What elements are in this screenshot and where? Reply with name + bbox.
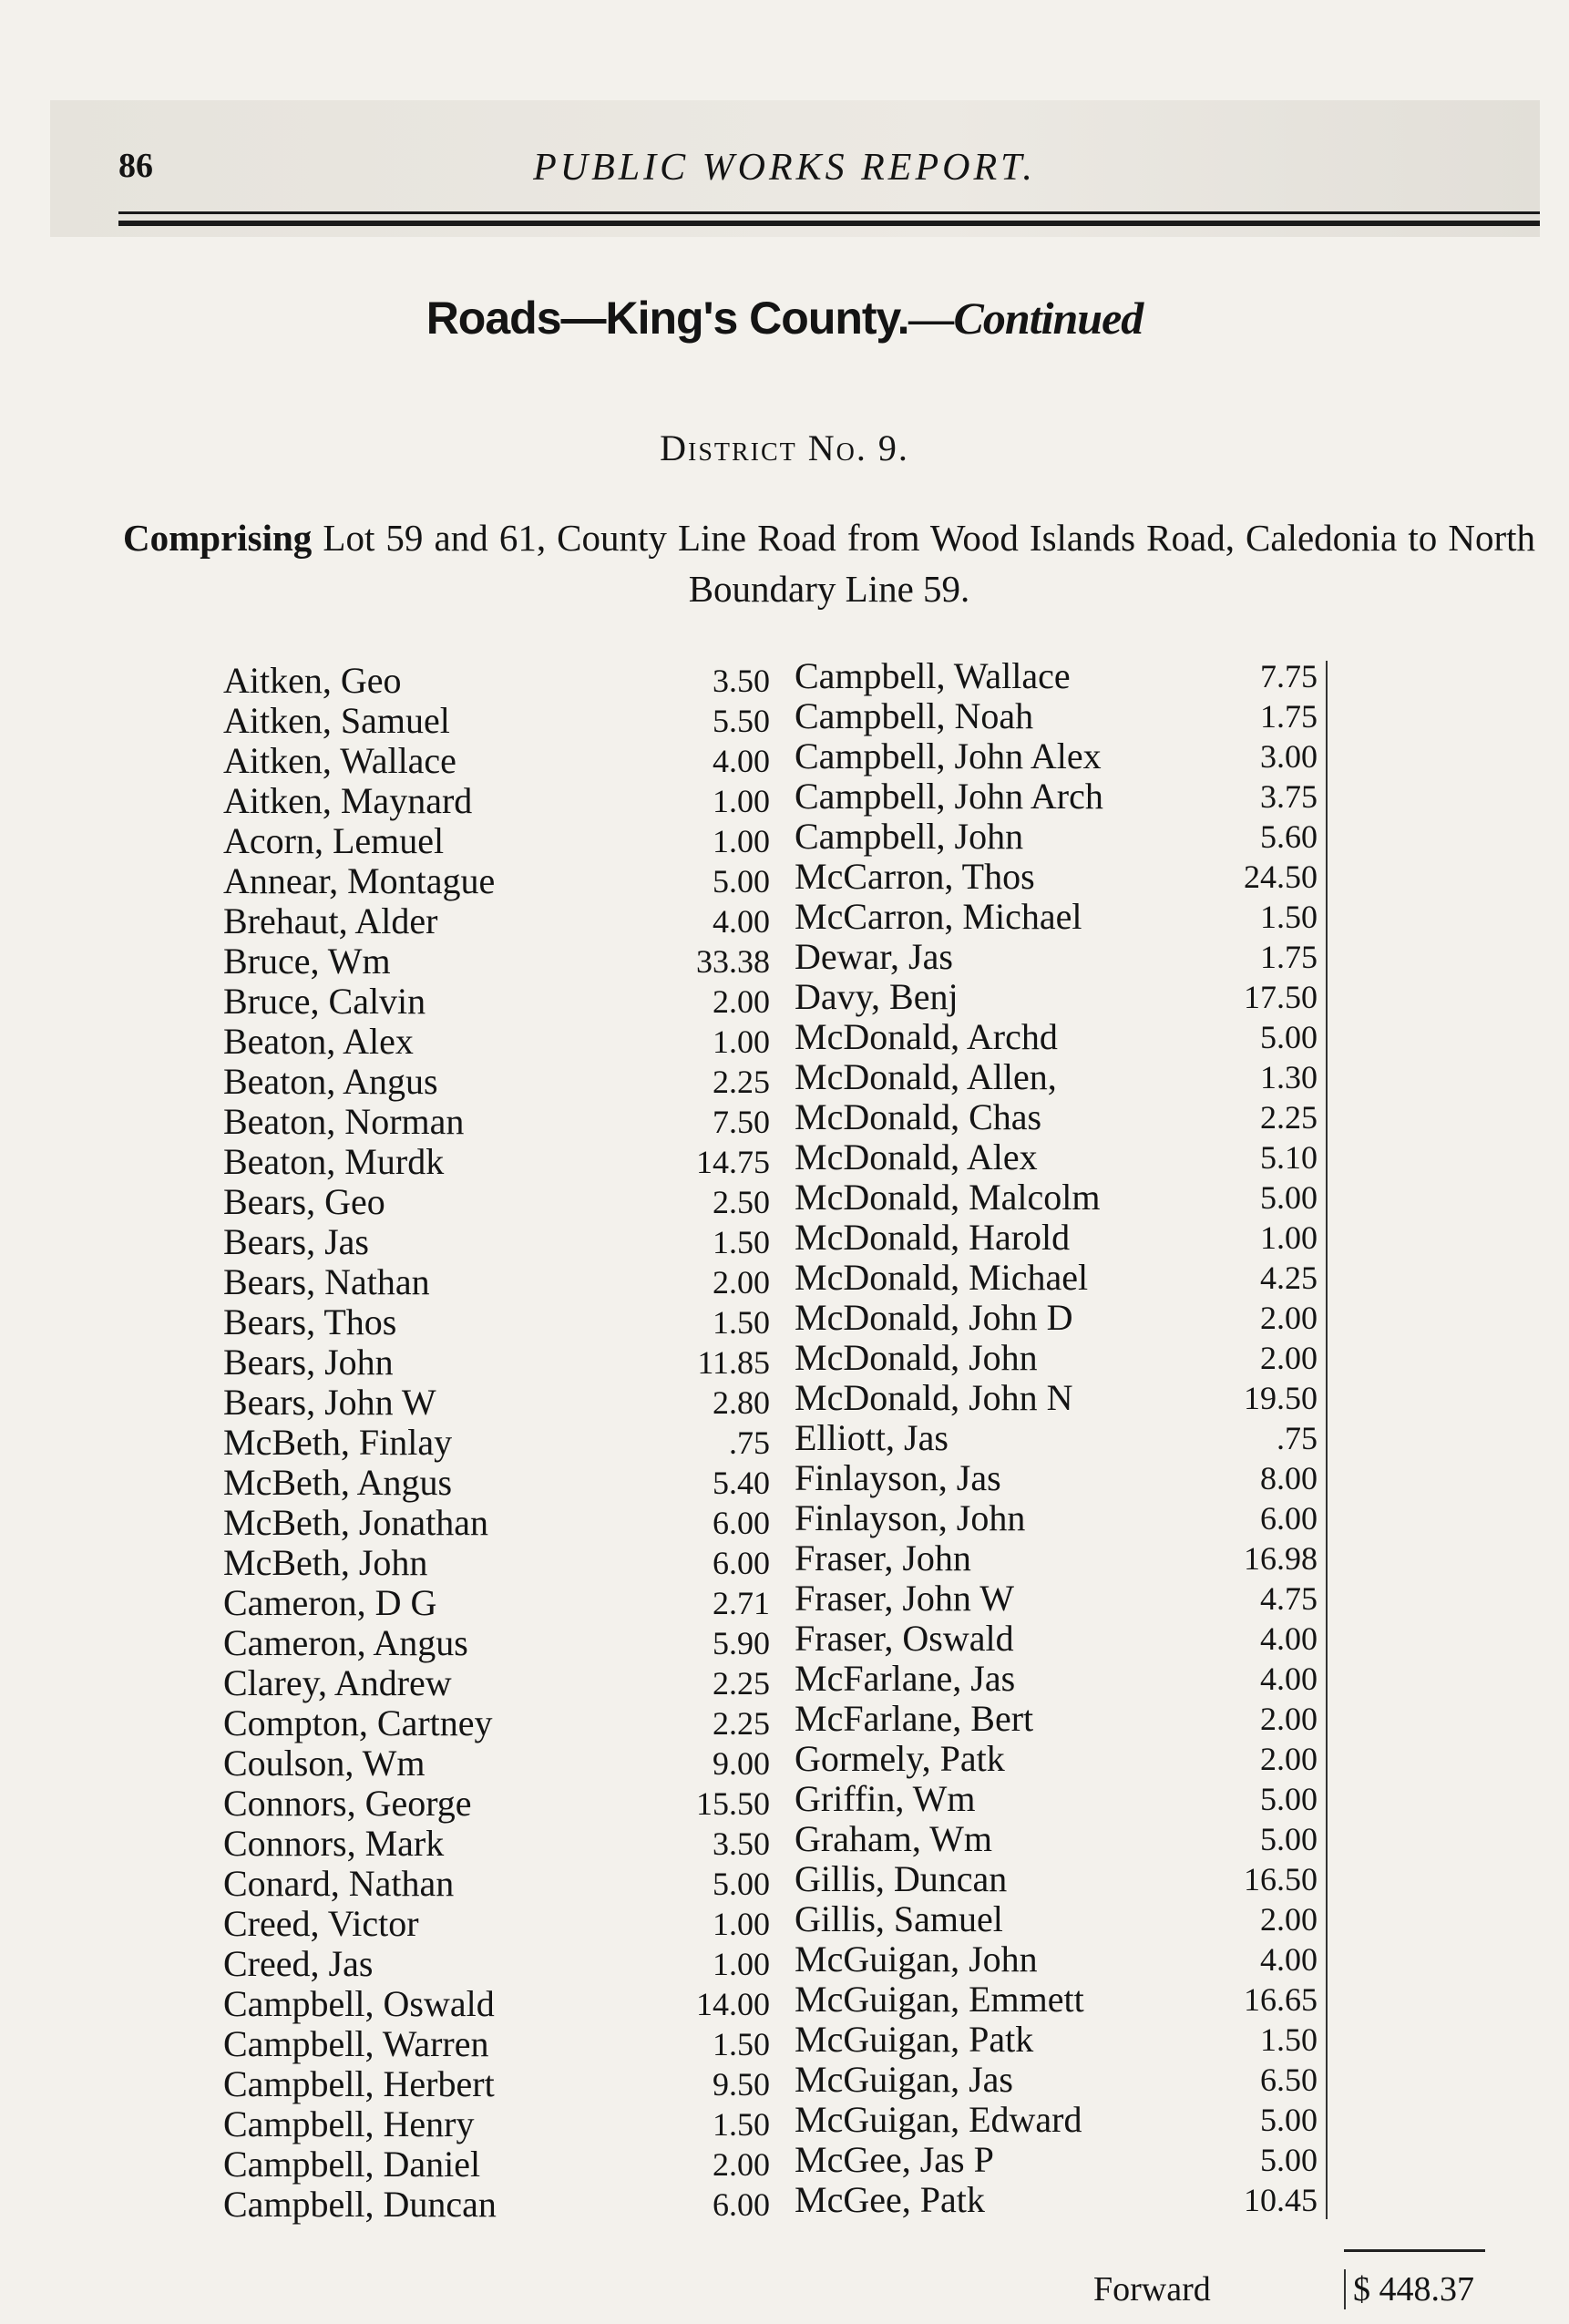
- list-item: [223, 1583, 770, 1623]
- list-item: [223, 982, 770, 1022]
- entry-name: Beaton, Norman: [223, 1101, 465, 1142]
- entry-name: Campbell, Oswald: [223, 1983, 495, 2024]
- total-rule: [1344, 2249, 1485, 2252]
- list-item: [223, 1262, 770, 1302]
- list-item: [795, 1057, 1323, 1097]
- entry-name: Bears, Nathan: [223, 1261, 430, 1302]
- entry-amount: 5.50: [713, 703, 770, 739]
- entry-name: Gillis, Samuel: [795, 1898, 1003, 1939]
- entry-amount: 8.00: [1260, 1460, 1318, 1496]
- entry-amount: 11.85: [697, 1344, 770, 1381]
- entry-name: McGuigan, Patk: [795, 2019, 1034, 2060]
- list-item: [223, 1703, 770, 1743]
- entry-amount: 19.50: [1244, 1380, 1318, 1416]
- list-item: [795, 2140, 1323, 2180]
- list-item: [223, 1743, 770, 1784]
- entry-name: Connors, George: [223, 1783, 472, 1824]
- entry-name: McDonald, John: [795, 1337, 1038, 1378]
- list-item: [223, 1663, 770, 1703]
- entry-name: Cameron, Angus: [223, 1622, 468, 1663]
- list-item: [223, 2185, 770, 2225]
- entry-amount: 5.00: [1260, 1179, 1318, 1216]
- list-item: [223, 1342, 770, 1383]
- entry-amount: 1.00: [713, 1946, 770, 1982]
- entry-name: McCarron, Michael: [795, 896, 1082, 937]
- entry-name: Creed, Jas: [223, 1943, 374, 1984]
- entry-amount: 5.00: [1260, 2142, 1318, 2178]
- list-item: [223, 1142, 770, 1182]
- entry-amount: 1.50: [713, 1304, 770, 1341]
- list-item: [223, 661, 770, 701]
- entry-name: Bears, John: [223, 1342, 394, 1383]
- entry-amount: 1.00: [713, 783, 770, 819]
- list-item: [795, 1538, 1323, 1578]
- entry-amount: 10.45: [1244, 2182, 1318, 2218]
- list-item: [223, 2024, 770, 2064]
- entry-amount: 5.00: [1260, 2102, 1318, 2138]
- entry-amount: 2.25: [713, 1665, 770, 1702]
- entry-name: Coulson, Wm: [223, 1743, 426, 1784]
- entry-name: McCarron, Thos: [795, 856, 1035, 897]
- list-item: [795, 857, 1323, 897]
- entry-amount: 5.60: [1260, 818, 1318, 855]
- list-item: [795, 656, 1323, 696]
- list-item: [795, 1819, 1323, 1859]
- list-item: [223, 741, 770, 781]
- entry-amount: 1.00: [713, 1906, 770, 1942]
- entry-name: Finlayson, John: [795, 1497, 1026, 1538]
- entry-amount: 2.00: [1260, 1340, 1318, 1376]
- entry-name: Davy, Benj: [795, 976, 959, 1017]
- entry-amount: 4.00: [1260, 1661, 1318, 1697]
- list-item: [795, 817, 1323, 857]
- right-column-list: [795, 656, 1323, 2220]
- entry-amount: 3.75: [1260, 778, 1318, 815]
- header-rule: [118, 211, 1540, 226]
- entry-amount: 6.00: [713, 1505, 770, 1541]
- entry-name: McDonald, Malcolm: [795, 1177, 1101, 1218]
- list-item: [795, 1739, 1323, 1779]
- entry-name: Acorn, Lemuel: [223, 820, 445, 861]
- list-item: [223, 1543, 770, 1583]
- list-item: [795, 1177, 1323, 1218]
- entry-name: Campbell, Warren: [223, 2023, 489, 2064]
- list-item: [795, 1498, 1323, 1538]
- list-item: [795, 1338, 1323, 1378]
- entry-name: McGee, Jas P: [795, 2139, 994, 2180]
- entry-amount: 5.00: [713, 863, 770, 900]
- entry-amount: 6.00: [713, 1545, 770, 1581]
- entry-amount: 4.75: [1260, 1580, 1318, 1617]
- list-item: [795, 2060, 1323, 2100]
- entry-amount: 1.50: [713, 2106, 770, 2143]
- list-item: [795, 1659, 1323, 1699]
- list-item: [223, 1984, 770, 2024]
- list-item: [795, 897, 1323, 937]
- entry-name: Fraser, John: [795, 1537, 971, 1578]
- entry-amount: 4.00: [1260, 1620, 1318, 1657]
- entry-amount: 1.50: [1260, 2021, 1318, 2058]
- list-item: [223, 2144, 770, 2185]
- entry-amount: 6.00: [1260, 1500, 1318, 1537]
- entry-name: McDonald, Allen,: [795, 1056, 1057, 1097]
- entry-amount: 1.30: [1260, 1059, 1318, 1095]
- entry-amount: 3.50: [713, 1825, 770, 1862]
- list-item: [795, 1137, 1323, 1177]
- entry-name: Campbell, Noah: [795, 695, 1034, 736]
- list-item: [795, 2020, 1323, 2060]
- entry-name: McBeth, Angus: [223, 1462, 453, 1503]
- list-item: [795, 977, 1323, 1017]
- entry-amount: 4.00: [1260, 1941, 1318, 1978]
- entry-name: McDonald, Chas: [795, 1096, 1042, 1137]
- entry-name: Campbell, Wallace: [795, 655, 1071, 696]
- entry-name: Campbell, John: [795, 816, 1024, 857]
- list-item: [223, 701, 770, 741]
- list-item: [795, 1619, 1323, 1659]
- entry-name: McGuigan, Jas: [795, 2059, 1013, 2100]
- entry-amount: 16.98: [1244, 1540, 1318, 1577]
- entry-amount: 2.80: [713, 1384, 770, 1421]
- entry-name: Campbell, Duncan: [223, 2184, 497, 2225]
- entry-amount: 6.00: [713, 2186, 770, 2223]
- entry-name: Bears, Geo: [223, 1181, 385, 1222]
- entry-name: Aitken, Wallace: [223, 740, 456, 781]
- section-title: [0, 292, 1569, 344]
- entry-amount: 5.40: [713, 1465, 770, 1501]
- list-item: [223, 1423, 770, 1463]
- entry-name: Elliott, Jas: [795, 1417, 949, 1458]
- entry-name: Campbell, Daniel: [223, 2144, 481, 2185]
- entry-amount: 6.50: [1260, 2062, 1318, 2098]
- entry-name: Connors, Mark: [223, 1823, 445, 1864]
- entry-amount: 2.25: [713, 1705, 770, 1742]
- running-title: PUBLIC WORKS REPORT.: [533, 147, 1036, 189]
- description-text: Lot 59 and 61, County Line Road from Wood Islands Road, Caledonia to North Boundary Line 59.: [323, 517, 1535, 610]
- list-item: [795, 1458, 1323, 1498]
- entry-amount: 2.00: [1260, 1741, 1318, 1777]
- entry-amount: 2.00: [1260, 1701, 1318, 1737]
- list-item: [223, 1222, 770, 1262]
- entry-name: Beaton, Alex: [223, 1021, 414, 1062]
- section-title-main: Roads—King's County.: [426, 293, 909, 344]
- entry-name: McDonald, Michael: [795, 1257, 1089, 1298]
- entry-amount: .75: [729, 1424, 770, 1461]
- forward-label: Forward: [1093, 2270, 1211, 2309]
- entry-amount: 24.50: [1244, 859, 1318, 895]
- entry-name: Campbell, Herbert: [223, 2063, 495, 2104]
- entry-name: McDonald, Harold: [795, 1217, 1071, 1258]
- list-item: [795, 776, 1323, 817]
- district-description: [123, 512, 1535, 614]
- amount-column-rule: [1326, 661, 1328, 2219]
- entry-amount: 4.00: [713, 743, 770, 779]
- entry-amount: 9.50: [713, 2066, 770, 2103]
- entry-name: Campbell, John Arch: [795, 776, 1103, 817]
- page-number: 86: [118, 147, 153, 185]
- entry-amount: 3.50: [713, 663, 770, 699]
- list-item: [223, 861, 770, 901]
- entry-name: Campbell, Henry: [223, 2103, 475, 2144]
- entry-amount: 5.10: [1260, 1139, 1318, 1176]
- entry-name: Bruce, Wm: [223, 941, 391, 982]
- list-item: [223, 1944, 770, 1984]
- list-item: [223, 941, 770, 982]
- entry-amount: 1.75: [1260, 698, 1318, 735]
- entry-name: McFarlane, Bert: [795, 1698, 1034, 1739]
- entry-amount: 1.00: [713, 1023, 770, 1060]
- list-item: [795, 1859, 1323, 1899]
- entry-name: Conard, Nathan: [223, 1863, 455, 1904]
- list-item: [223, 1022, 770, 1062]
- list-item: [223, 2064, 770, 2104]
- list-item: [795, 2100, 1323, 2140]
- list-item: [223, 1784, 770, 1824]
- entry-name: Aitken, Maynard: [223, 780, 473, 821]
- entry-amount: 7.50: [713, 1104, 770, 1140]
- entry-name: McGuigan, Edward: [795, 2099, 1082, 2140]
- entry-name: Compton, Cartney: [223, 1702, 493, 1743]
- entry-name: Creed, Victor: [223, 1903, 419, 1944]
- list-item: [795, 1699, 1323, 1739]
- list-item: [223, 1864, 770, 1904]
- entry-amount: 2.25: [1260, 1099, 1318, 1136]
- entry-amount: 2.25: [713, 1064, 770, 1100]
- entry-name: McBeth, Finlay: [223, 1422, 453, 1463]
- entry-name: McDonald, John D: [795, 1297, 1073, 1338]
- entry-name: Beaton, Angus: [223, 1061, 438, 1102]
- entry-name: Brehaut, Alder: [223, 900, 438, 941]
- entry-amount: 2.71: [713, 1585, 770, 1621]
- entry-amount: 4.00: [713, 903, 770, 940]
- entry-amount: 1.50: [1260, 899, 1318, 935]
- list-item: [795, 1378, 1323, 1418]
- entry-name: Finlayson, Jas: [795, 1457, 1001, 1498]
- list-item: [223, 1302, 770, 1342]
- section-title-continued: —Continued: [908, 293, 1143, 344]
- entry-name: Gormely, Patk: [795, 1738, 1005, 1779]
- list-item: [795, 1258, 1323, 1298]
- entry-amount: 1.75: [1260, 939, 1318, 975]
- entry-amount: 2.00: [1260, 1300, 1318, 1336]
- entry-amount: 2.00: [713, 983, 770, 1020]
- list-item: [223, 901, 770, 941]
- entry-amount: 3.00: [1260, 738, 1318, 775]
- entry-amount: 9.00: [713, 1745, 770, 1782]
- entry-amount: 33.38: [696, 943, 770, 980]
- entry-amount: 2.00: [713, 2146, 770, 2183]
- district-heading: District No. 9.: [660, 427, 909, 468]
- entry-amount: 7.75: [1260, 658, 1318, 694]
- entry-amount: .75: [1277, 1420, 1318, 1456]
- entry-amount: 1.50: [713, 1224, 770, 1260]
- entry-name: Griffin, Wm: [795, 1778, 976, 1819]
- entry-amount: 14.00: [696, 1986, 770, 2022]
- entry-name: Bears, Thos: [223, 1301, 397, 1342]
- list-item: [795, 2180, 1323, 2220]
- list-item: [223, 1182, 770, 1222]
- entry-amount: 5.00: [713, 1866, 770, 1902]
- entry-name: McDonald, John N: [795, 1377, 1073, 1418]
- entry-name: Aitken, Samuel: [223, 700, 450, 741]
- list-item: [223, 1824, 770, 1864]
- list-item: [223, 2104, 770, 2144]
- entry-name: McBeth, John: [223, 1542, 428, 1583]
- entry-amount: 4.25: [1260, 1260, 1318, 1296]
- entry-name: Gillis, Duncan: [795, 1858, 1008, 1899]
- entry-name: Campbell, John Alex: [795, 735, 1102, 776]
- list-item: [795, 736, 1323, 776]
- list-item: [795, 1939, 1323, 1980]
- entry-name: Beaton, Murdk: [223, 1141, 445, 1182]
- list-item: [795, 1578, 1323, 1619]
- entry-amount: 17.50: [1244, 979, 1318, 1015]
- list-item: [223, 1463, 770, 1503]
- entry-name: McBeth, Jonathan: [223, 1502, 489, 1543]
- list-item: [223, 1623, 770, 1663]
- list-item: [223, 1503, 770, 1543]
- list-item: [795, 1298, 1323, 1338]
- entry-amount: 15.50: [696, 1785, 770, 1822]
- list-item: [223, 821, 770, 861]
- entry-amount: 16.50: [1244, 1861, 1318, 1897]
- list-item: [223, 1383, 770, 1423]
- entry-amount: 1.00: [1260, 1219, 1318, 1256]
- entry-name: Fraser, Oswald: [795, 1618, 1014, 1659]
- description-lead: Comprising: [123, 517, 313, 559]
- list-item: [795, 1418, 1323, 1458]
- entry-amount: 1.00: [713, 823, 770, 859]
- entry-name: Cameron, D G: [223, 1582, 437, 1623]
- entry-amount: 14.75: [696, 1144, 770, 1180]
- list-item: [795, 1017, 1323, 1057]
- entry-amount: 5.00: [1260, 1821, 1318, 1857]
- entry-name: Aitken, Geo: [223, 660, 402, 701]
- list-item: [223, 1062, 770, 1102]
- entry-name: McGee, Patk: [795, 2179, 985, 2220]
- entry-name: McGuigan, Emmett: [795, 1979, 1084, 2020]
- list-item: [795, 1779, 1323, 1819]
- list-item: [795, 937, 1323, 977]
- entry-amount: 1.50: [713, 2026, 770, 2062]
- list-item: [795, 1899, 1323, 1939]
- entry-name: McDonald, Alex: [795, 1136, 1038, 1177]
- entry-amount: 2.50: [713, 1184, 770, 1220]
- entry-amount: 5.00: [1260, 1019, 1318, 1055]
- entry-name: Annear, Montague: [223, 860, 496, 901]
- entry-name: Fraser, John W: [795, 1578, 1014, 1619]
- entry-name: Bears, Jas: [223, 1221, 369, 1262]
- entry-name: McDonald, Archd: [795, 1016, 1058, 1057]
- list-item: [795, 1097, 1323, 1137]
- left-column-list: [223, 661, 770, 2225]
- entry-name: McGuigan, John: [795, 1938, 1038, 1980]
- entry-name: McFarlane, Jas: [795, 1658, 1016, 1699]
- entry-name: Bruce, Calvin: [223, 981, 426, 1022]
- entry-amount: 5.00: [1260, 1781, 1318, 1817]
- list-item: [223, 781, 770, 821]
- forward-amount: $ 448.37: [1344, 2269, 1474, 2309]
- entry-amount: 5.90: [713, 1625, 770, 1661]
- list-item: [223, 1904, 770, 1944]
- entry-amount: 2.00: [713, 1264, 770, 1301]
- list-item: [795, 1218, 1323, 1258]
- entry-name: Dewar, Jas: [795, 936, 953, 977]
- list-item: [223, 1102, 770, 1142]
- entry-name: Graham, Wm: [795, 1818, 992, 1859]
- entry-name: Clarey, Andrew: [223, 1662, 452, 1703]
- list-item: [795, 696, 1323, 736]
- entry-name: Bears, John W: [223, 1382, 436, 1423]
- entry-amount: 2.00: [1260, 1901, 1318, 1938]
- list-item: [795, 1980, 1323, 2020]
- entry-amount: 16.65: [1244, 1981, 1318, 2018]
